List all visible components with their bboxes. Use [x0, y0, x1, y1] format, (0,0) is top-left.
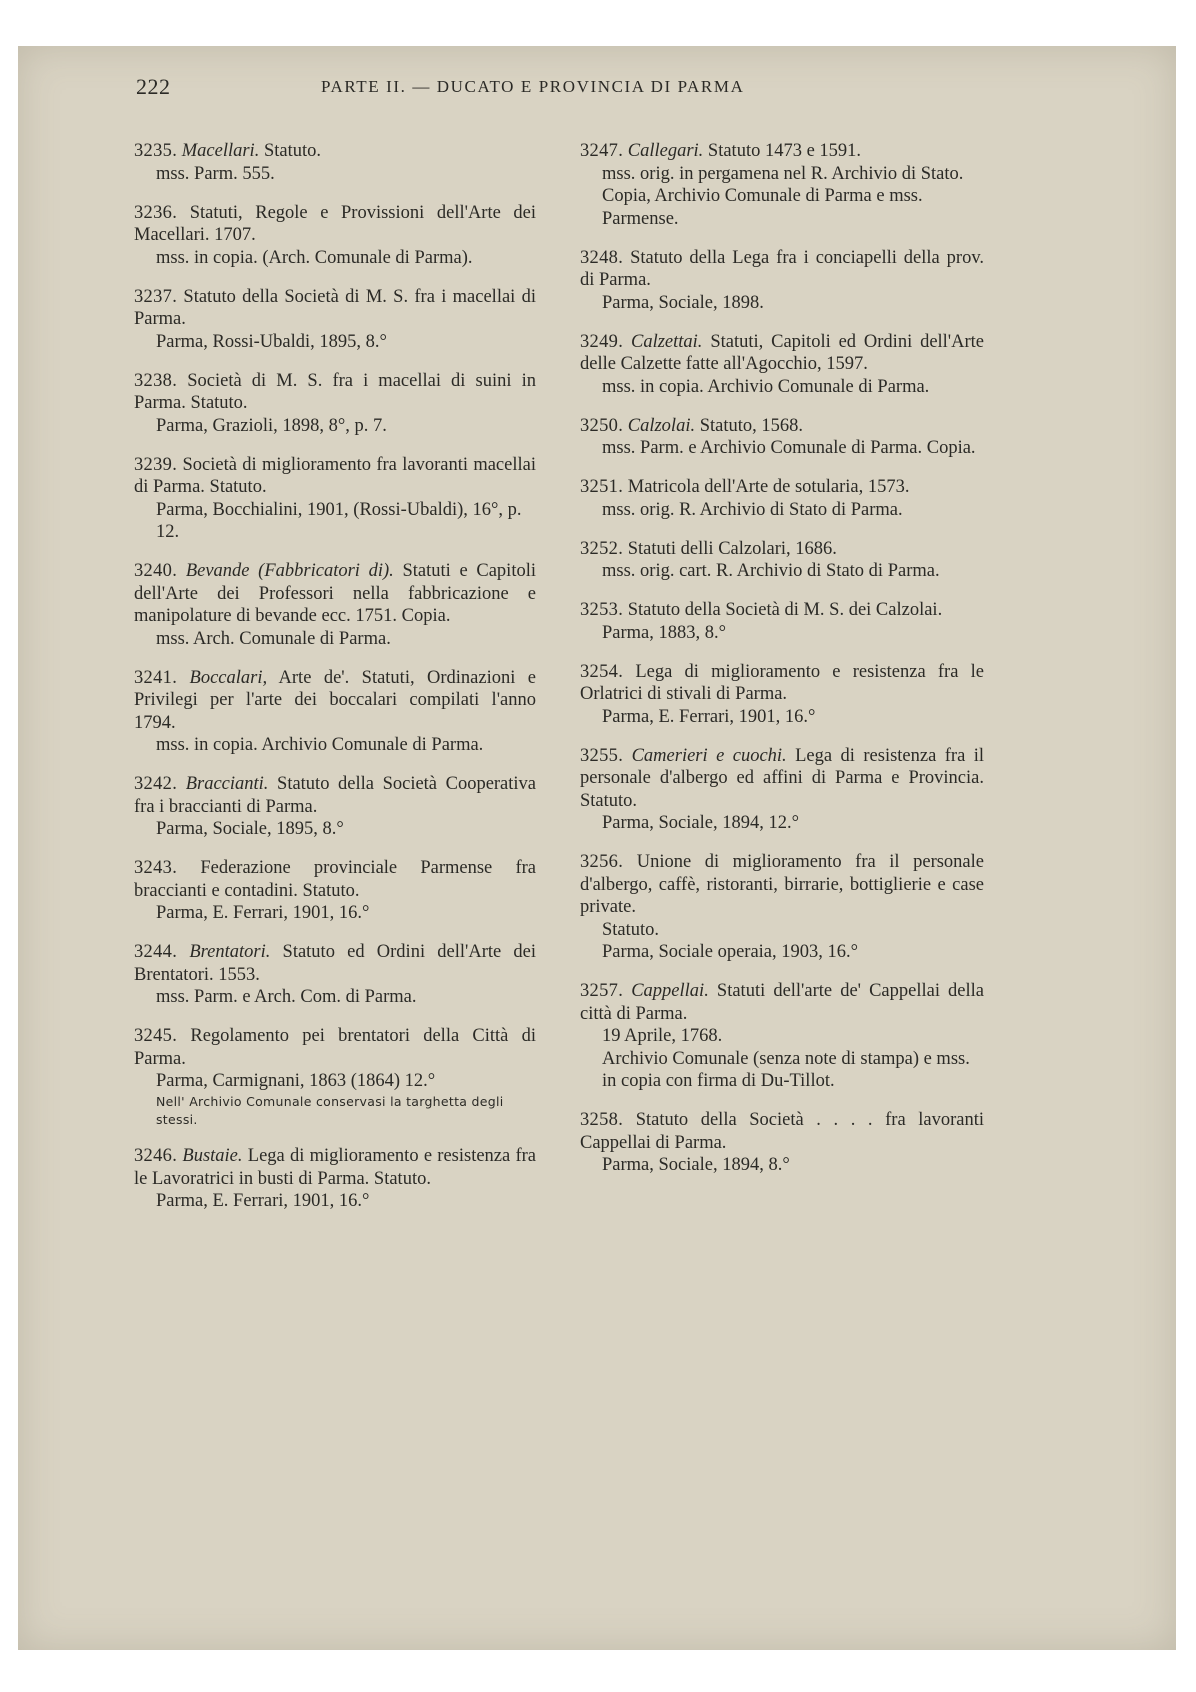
entry-heading: [580, 140, 984, 163]
entry-imprint: Parma, E. Ferrari, 1901, 16.°: [156, 903, 370, 923]
entry-note: Nell' Archivio Comunale conservasi la targhetta degli stessi.: [156, 1093, 504, 1127]
entry-description: Statuto 1473 e 1591.: [707, 141, 862, 161]
entry-heading: [580, 1109, 984, 1154]
entry-number: 3258.: [580, 1110, 624, 1130]
entry-number: 3257.: [580, 981, 624, 1001]
catalog-entry: [134, 941, 536, 1009]
entry-description: Unione di miglioramento fra il personale d'albergo, caffè, ristoranti, birrarie, bottiglierie e case private.: [580, 852, 984, 917]
entry-heading: [134, 773, 536, 818]
entry-imprint: mss. Parm. 555.: [156, 163, 275, 184]
entry-heading: [580, 599, 984, 622]
entry-heading: [134, 1025, 536, 1070]
entry-description: Lega di resistenza fra il personale d'albergo ed affini di Parma e Provincia. Statuto.: [580, 745, 985, 811]
entry-heading: [134, 370, 536, 415]
entry-number: 3241.: [134, 667, 178, 688]
entry-number: 3245.: [134, 1026, 178, 1046]
entry-number: 3243.: [134, 858, 178, 878]
entry-number: 3237.: [134, 286, 178, 307]
entry-imprint: Parma, Sociale, 1895, 8.°: [156, 819, 344, 839]
catalog-entry: [580, 415, 984, 460]
entry-number: 3251.: [580, 477, 624, 497]
entry-trade-title: Brentatori.: [189, 942, 271, 962]
catalog-entry: [134, 454, 536, 544]
entry-description: Statuti, Regole e Provissioni dell'Arte dei Macellari. 1707.: [134, 202, 536, 245]
entry-trade-title: Braccianti.: [185, 774, 269, 794]
entry-heading: [134, 202, 536, 247]
entry-number: 3256.: [580, 852, 624, 872]
entry-imprint: mss. in copia. Archivio Comunale di Parma.: [602, 376, 930, 397]
entry-trade-title: Macellari.: [181, 141, 260, 161]
entry-imprint: Parma, 1883, 8.°: [602, 622, 727, 643]
entry-description: Statuti, Capitoli ed Ordini dell'Arte delle Calzette fatte all'Agocchio, 1597.: [580, 331, 985, 374]
entry-description: Lega di miglioramento e resistenza fra le Lavoratrici in busti di Parma. Statuto.: [134, 1146, 537, 1189]
entry-heading: [134, 286, 536, 331]
entry-heading: [134, 140, 536, 163]
entry-imprint: Parma, Sociale operaia, 1903, 16.°: [602, 942, 859, 962]
catalog-entry: [134, 560, 536, 650]
catalog-entry: [580, 331, 984, 399]
entry-heading: [580, 415, 984, 438]
entry-imprint: Parma, Sociale, 1894, 8.°: [602, 1155, 790, 1175]
entry-description: Statuti dell'arte de' Cappellai della città di Parma.: [580, 981, 985, 1024]
entry-description: Statuto.: [263, 141, 321, 161]
catalog-entry: [580, 599, 984, 644]
entry-imprint: Statuto.: [602, 919, 660, 940]
entry-trade-title: Camerieri e cuochi.: [631, 745, 787, 766]
entry-imprint: mss. orig. cart. R. Archivio di Stato di Parma.: [602, 561, 940, 581]
entry-heading: [134, 941, 536, 986]
catalog-entry: [134, 667, 536, 757]
entry-heading: [134, 667, 536, 735]
entry-heading: [134, 857, 536, 902]
entry-trade-title: Boccalari,: [189, 667, 268, 688]
catalog-entry: [134, 857, 536, 925]
catalog-entry: [580, 661, 984, 729]
entry-imprint: Archivio Comunale (senza note di stampa) e mss. in copia con firma di Du-Tillot.: [602, 1048, 970, 1091]
entry-heading: [580, 476, 984, 499]
left-column: [134, 140, 536, 1229]
entry-imprint: Parma, E. Ferrari, 1901, 16.°: [156, 1191, 370, 1211]
entry-description: Lega di miglioramento e resistenza fra le Orlatrici di stivali di Parma.: [580, 661, 984, 704]
running-head: PARTE II. — DUCATO E PROVINCIA DI PARMA: [321, 77, 745, 96]
entry-number: 3239.: [134, 454, 178, 475]
entry-trade-title: Calzettai.: [631, 331, 703, 352]
entry-heading: [580, 247, 984, 292]
catalog-entry: [134, 1145, 536, 1213]
entry-trade-title: Calzolai.: [627, 415, 696, 436]
entry-description: Statuti delli Calzolari, 1686.: [627, 538, 837, 559]
entry-imprint: Parma, Grazioli, 1898, 8°, p. 7.: [156, 415, 387, 436]
catalog-entry: [580, 476, 984, 521]
entry-number: 3238.: [134, 370, 178, 391]
catalog-entry: [134, 1025, 536, 1129]
entry-number: 3235.: [134, 141, 178, 161]
catalog-entry: [134, 773, 536, 841]
entry-imprint: mss. in copia. (Arch. Comunale di Parma).: [156, 247, 473, 268]
entry-description: Statuto ed Ordini dell'Arte dei Brentatori. 1553.: [134, 942, 536, 985]
entry-imprint: Parma, E. Ferrari, 1901, 16.°: [602, 706, 816, 727]
entry-number: 3249.: [580, 331, 624, 352]
entry-description: Regolamento pei brentatori della Città di Parma.: [134, 1026, 536, 1069]
entry-imprint: 19 Aprile, 1768.: [602, 1026, 723, 1046]
entry-description: Arte de'. Statuti, Ordinazioni e Privilegi per l'arte dei boccalari compilati l'anno 1794.: [134, 667, 536, 733]
entry-description: Statuto della Società . . . . fra lavoranti Cappellai di Parma.: [580, 1110, 985, 1153]
entry-description: Statuto della Società Cooperativa fra i braccianti di Parma.: [134, 774, 537, 817]
catalog-entry: [134, 140, 536, 185]
catalog-entry: [580, 745, 984, 835]
entry-heading: [580, 980, 984, 1025]
entry-imprint: Parma, Bocchialini, 1901, (Rossi-Ubaldi), 16°, p. 12.: [156, 499, 522, 542]
entry-description: Statuti e Capitoli dell'Arte dei Professori nella fabbricazione e manipolature di bevande ecc. 1751. Copia.: [134, 561, 536, 626]
entry-number: 3255.: [580, 745, 624, 766]
entry-description: Federazione provinciale Parmense fra braccianti e contadini. Statuto.: [134, 858, 536, 901]
entry-imprint: mss. in copia. Archivio Comunale di Parma.: [156, 735, 484, 755]
right-column: [580, 140, 984, 1193]
entry-description: Società di M. S. fra i macellai di suini in Parma. Statuto.: [134, 370, 537, 413]
entry-description: Statuto della Società di M. S. fra i macellai di Parma.: [134, 286, 536, 329]
entry-number: 3254.: [580, 661, 624, 682]
catalog-entry: [580, 247, 984, 315]
catalog-entry: [580, 851, 984, 964]
entry-number: 3246.: [134, 1146, 178, 1166]
entry-imprint: mss. Arch. Comunale di Parma.: [156, 628, 391, 649]
entry-imprint: mss. orig. in pergamena nel R. Archivio di Stato. Copia, Archivio Comunale di Parma e mss. Parmense.: [602, 163, 964, 229]
entry-heading: [580, 331, 984, 376]
entry-imprint: Parma, Sociale, 1898.: [602, 292, 764, 313]
catalog-entry: [134, 370, 536, 438]
page-header: [136, 74, 896, 106]
entry-number: 3240.: [134, 561, 178, 581]
catalog-entry: [134, 286, 536, 354]
entry-imprint: Parma, Carmignani, 1863 (1864) 12.°: [156, 1071, 436, 1091]
entry-imprint: Parma, Rossi-Ubaldi, 1895, 8.°: [156, 331, 387, 352]
entry-heading: [134, 560, 536, 628]
entry-imprint: mss. Parm. e Archivio Comunale di Parma. Copia.: [602, 438, 976, 458]
entry-number: 3250.: [580, 415, 624, 436]
entry-number: 3244.: [134, 942, 178, 962]
entry-number: 3253.: [580, 600, 624, 620]
entry-trade-title: Cappellai.: [631, 981, 709, 1001]
entry-trade-title: Callegari.: [627, 141, 704, 161]
entry-number: 3248.: [580, 247, 624, 268]
catalog-entry: [580, 140, 984, 230]
entry-description: Statuto della Lega fra i conciapelli della prov. di Parma.: [580, 247, 985, 290]
entry-number: 3236.: [134, 202, 178, 223]
entry-trade-title: Bevande (Fabbricatori di).: [185, 561, 394, 581]
entry-description: Statuto, 1568.: [699, 415, 804, 436]
catalog-entry: [580, 980, 984, 1093]
entry-number: 3247.: [580, 141, 624, 161]
entry-imprint: mss. orig. R. Archivio di Stato di Parma.: [602, 499, 903, 520]
entry-number: 3252.: [580, 538, 624, 559]
entry-imprint: mss. Parm. e Arch. Com. di Parma.: [156, 987, 417, 1007]
entry-number: 3242.: [134, 774, 178, 794]
entry-description: Statuto della Società di M. S. dei Calzolai.: [627, 600, 943, 620]
entry-description: Matricola dell'Arte de sotularia, 1573.: [627, 477, 910, 497]
catalog-entry: [580, 538, 984, 583]
entry-heading: [580, 745, 984, 813]
entry-heading: [580, 851, 984, 919]
entry-imprint: Parma, Sociale, 1894, 12.°: [602, 813, 799, 833]
entry-trade-title: Bustaie.: [182, 1146, 243, 1166]
entry-heading: [580, 661, 984, 706]
entry-heading: [580, 538, 984, 561]
catalog-entry: [134, 202, 536, 270]
entry-heading: [134, 1145, 536, 1190]
entry-description: Società di miglioramento fra lavoranti macellai di Parma. Statuto.: [134, 454, 536, 497]
page-number: 222: [136, 74, 171, 99]
catalog-entry: [580, 1109, 984, 1177]
entry-heading: [134, 454, 536, 499]
